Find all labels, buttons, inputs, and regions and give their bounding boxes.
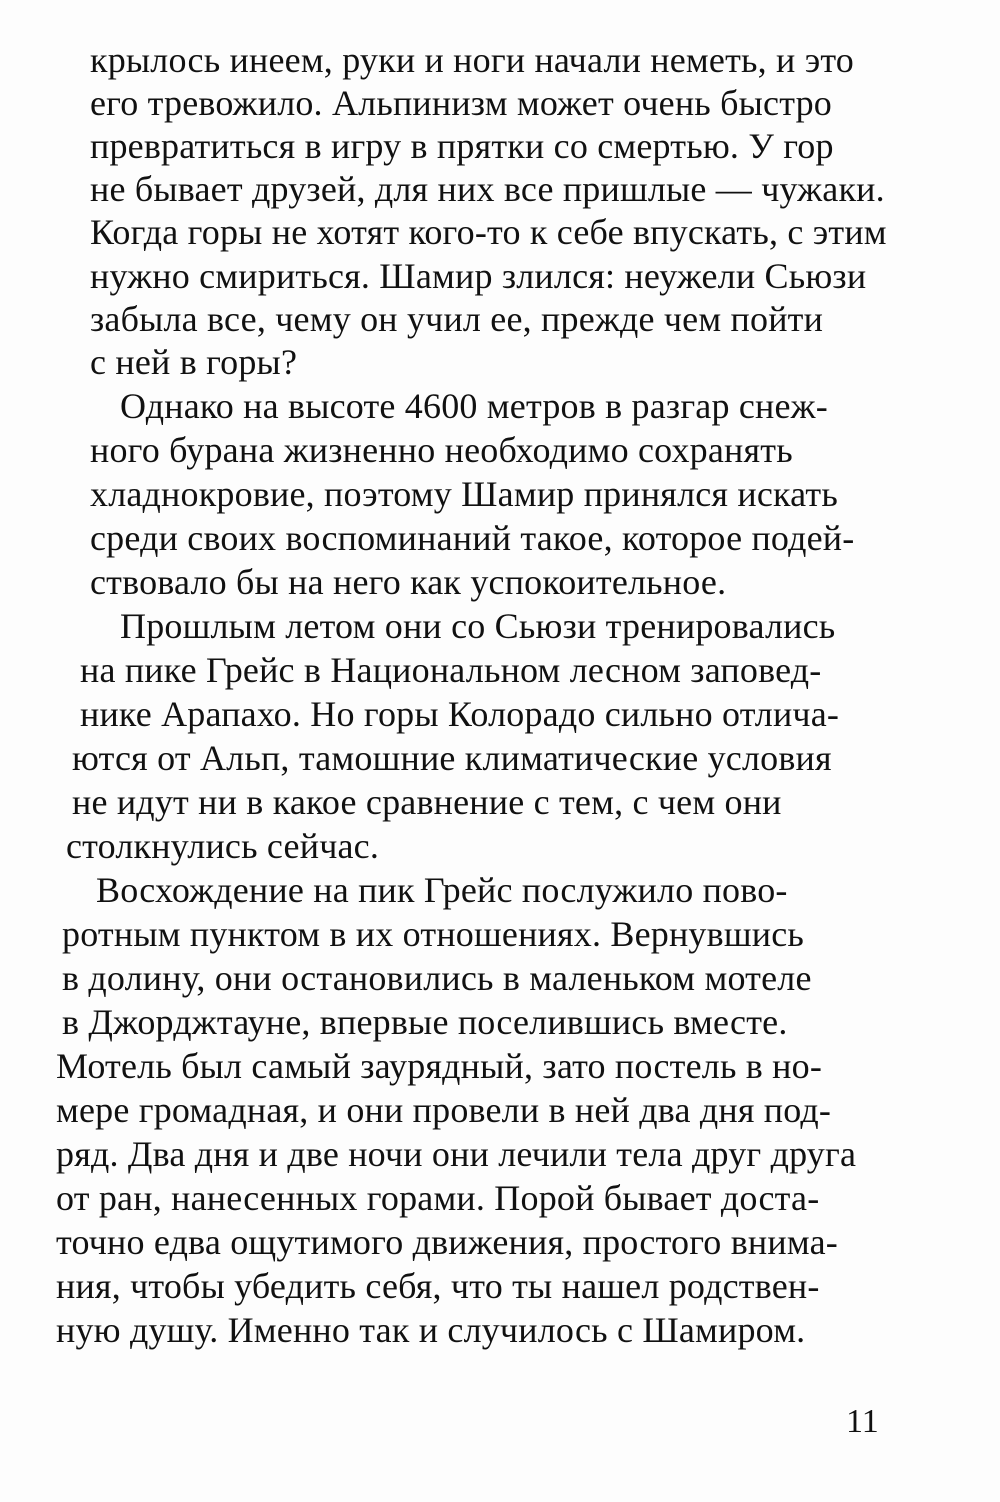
text-line: превратиться в игру в прятки со смертью. У гор [90, 126, 834, 166]
text-line: Когда горы не хотят кого-то к себе впускать, с этим [90, 212, 887, 252]
text-line: в долину, они остановились в маленьком мотеле [62, 958, 812, 998]
text-line: на пике Грейс в Национальном лесном заповед- [80, 650, 822, 690]
text-line: ротным пунктом в их отношениях. Вернувшись [62, 914, 805, 954]
text-line: ную душу. Именно так и случилось с Шамиром. [56, 1310, 806, 1350]
text-line: не идут ни в какое сравнение с тем, с чем они [72, 782, 782, 822]
text-line: ствовало бы на него как успокоительное. [90, 562, 727, 602]
text-line: с ней в горы? [90, 342, 298, 382]
text-line: в Джорджтауне, впервые поселившись вместе. [62, 1002, 788, 1042]
text-line: его тревожило. Альпинизм может очень быстро [90, 83, 832, 123]
text-line: хладнокровие, поэтому Шамир принялся искать [90, 474, 838, 514]
text-line: ного бурана жизненно необходимо сохранять [90, 430, 793, 470]
text-line: среди своих воспоминаний такое, которое подей- [90, 518, 855, 558]
text-line: ния, чтобы убедить себя, что ты нашел родствен- [56, 1266, 820, 1306]
text-line: Мотель был самый заурядный, зато постель в но- [56, 1046, 823, 1086]
text-line: от ран, нанесенных горами. Порой бывает доста- [56, 1178, 820, 1218]
text-line: нужно смириться. Шамир злился: неужели Сьюзи [90, 256, 867, 296]
text-line: не бывает друзей, для них все пришлые — чужаки. [90, 169, 885, 209]
text-line: точно едва ощутимого движения, простого внима- [56, 1222, 838, 1262]
text-line: мере громадная, и они провели в ней два дня под- [56, 1090, 832, 1130]
text-line: столкнулись сейчас. [66, 826, 380, 866]
text-line: Прошлым летом они со Сьюзи тренировались [120, 606, 836, 646]
text-line: крылось инеем, руки и ноги начали неметь, и это [90, 40, 855, 80]
text-line: забыла все, чему он учил ее, прежде чем пойти [90, 299, 824, 339]
text-line: Однако на высоте 4600 метров в разгар снеж- [120, 386, 828, 426]
text-line: Восхождение на пик Грейс послужило пово- [96, 870, 788, 910]
text-line: ются от Альп, тамошние климатические условия [72, 738, 832, 778]
text-line: нике Арапахо. Но горы Колорадо сильно отлича- [80, 694, 840, 734]
text-line: ряд. Два дня и две ночи они лечили тела друг друга [56, 1134, 857, 1174]
page-number: 11 [846, 1403, 879, 1440]
